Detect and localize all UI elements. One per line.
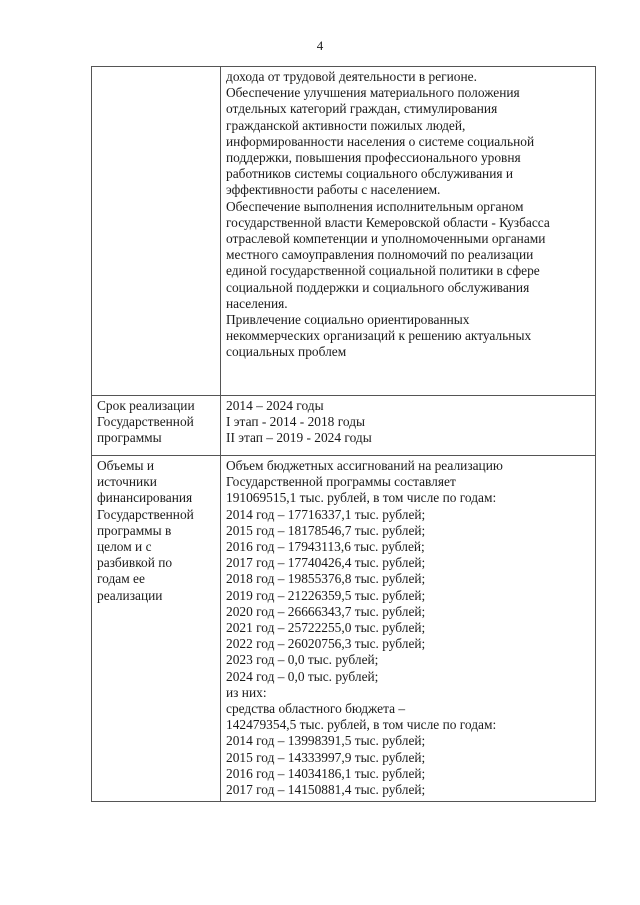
text-line: средства областного бюджета – bbox=[226, 701, 406, 717]
text-line: поддержки, повышения профессионального уровня bbox=[226, 150, 521, 166]
text-line: отдельных категорий граждан, стимулирования bbox=[226, 101, 498, 117]
text-line: Государственной bbox=[97, 414, 194, 430]
text-line: информированности населения о системе социальной bbox=[226, 133, 535, 149]
text-line: разбивкой по bbox=[97, 555, 173, 571]
text-line: Срок реализации bbox=[97, 398, 195, 413]
text-line: целом и с bbox=[97, 539, 152, 555]
text-line: Привлечение социально ориентированных bbox=[226, 312, 470, 328]
text-line: местного самоуправления полномочий по реализации bbox=[226, 247, 534, 263]
text-line: 2016 год – 17943113,6 тыс. рублей; bbox=[226, 539, 425, 555]
text-line: 2022 год – 26020756,3 тыс. рублей; bbox=[226, 636, 426, 652]
row-content-cell bbox=[221, 396, 596, 456]
text-line: некоммерческих организаций к решению актуальных bbox=[226, 328, 532, 344]
text-line: 2014 – 2024 годы bbox=[226, 398, 324, 413]
text-line: 2018 год – 19855376,8 тыс. рублей; bbox=[226, 571, 426, 587]
text-line: 2016 год – 14034186,1 тыс. рублей; bbox=[226, 765, 426, 781]
table-row bbox=[92, 396, 596, 456]
text-line: 2023 год – 0,0 тыс. рублей; bbox=[226, 652, 379, 668]
row-content-cell bbox=[221, 456, 596, 802]
text-line: единой государственной социальной политики в сфере bbox=[226, 263, 540, 279]
text-line: источники bbox=[97, 474, 157, 490]
program-passport-table bbox=[91, 66, 596, 802]
text-line: 191069515,1 тыс. рублей, в том числе по годам: bbox=[226, 490, 497, 506]
text-line: 2015 год – 14333997,9 тыс. рублей; bbox=[226, 749, 426, 765]
text-line: 142479354,5 тыс. рублей, в том числе по годам: bbox=[226, 717, 497, 733]
page-number: 4 bbox=[316, 38, 324, 53]
text-line: программы bbox=[97, 430, 162, 446]
text-line: Обеспечение выполнения исполнительным органом bbox=[226, 198, 524, 214]
text-line: 2017 год – 14150881,4 тыс. рублей; bbox=[226, 782, 426, 798]
text-line: Государственной bbox=[97, 506, 194, 522]
row-label-cell bbox=[92, 67, 221, 396]
text-line: государственной власти Кемеровской области - Кузбасса bbox=[226, 214, 550, 230]
table-row bbox=[92, 456, 596, 802]
text-line: 2024 год – 0,0 тыс. рублей; bbox=[226, 668, 379, 684]
text-line: программы в bbox=[97, 522, 172, 538]
text-line: Объем бюджетных ассигнований на реализацию bbox=[226, 458, 503, 473]
text-line: эффективности работы с населением. bbox=[226, 182, 441, 198]
text-line: социальных проблем bbox=[226, 344, 347, 360]
text-line: отраслевой компетенции и уполномоченными органами bbox=[226, 231, 546, 247]
text-line: социальной поддержки и социального обслуживания bbox=[226, 279, 530, 295]
text-line: реализации bbox=[97, 587, 163, 603]
text-line: Объемы и bbox=[97, 458, 155, 473]
text-line: 2017 год – 17740426,4 тыс. рублей; bbox=[226, 555, 426, 571]
row-label-cell bbox=[92, 396, 221, 456]
text-line: 2019 год – 21226359,5 тыс. рублей; bbox=[226, 587, 426, 603]
text-line: 2021 год – 25722255,0 тыс. рублей; bbox=[226, 620, 426, 636]
text-line: дохода от трудовой деятельности в регионе. bbox=[226, 69, 477, 84]
text-line: II этап – 2019 - 2024 годы bbox=[226, 430, 372, 446]
text-line: 2014 год – 17716337,1 тыс. рублей; bbox=[226, 506, 426, 522]
text-line: годам ее bbox=[97, 571, 145, 587]
text-line: 2015 год – 18178546,7 тыс. рублей; bbox=[226, 522, 426, 538]
text-line: населения. bbox=[226, 295, 288, 311]
text-line: I этап - 2014 - 2018 годы bbox=[226, 414, 365, 430]
text-line: Государственной программы составляет bbox=[226, 474, 456, 490]
row-content-cell bbox=[221, 67, 596, 396]
text-line: гражданской активности пожилых людей, bbox=[226, 117, 466, 133]
text-line: Обеспечение улучшения материального положения bbox=[226, 85, 520, 101]
text-line: 2014 год – 13998391,5 тыс. рублей; bbox=[226, 733, 426, 749]
row-label-cell bbox=[92, 456, 221, 802]
text-line: из них: bbox=[226, 684, 267, 700]
text-line: работников системы социального обслуживания и bbox=[226, 166, 514, 182]
text-line: 2020 год – 26666343,7 тыс. рублей; bbox=[226, 603, 426, 619]
table-row bbox=[92, 67, 596, 396]
text-line: финансирования bbox=[97, 490, 193, 506]
